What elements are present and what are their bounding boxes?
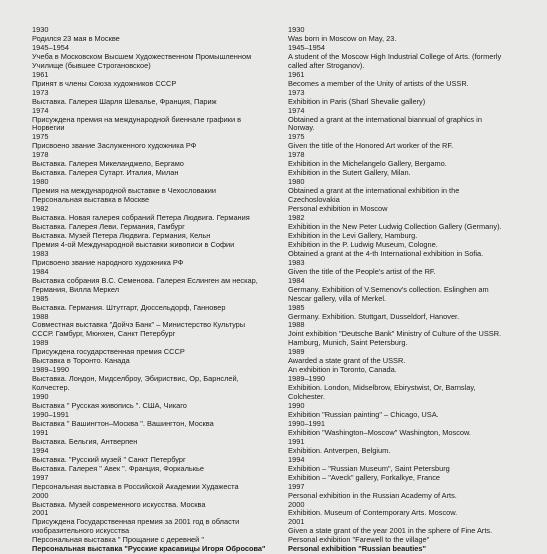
ru-line: Выставка. Бельгия, Антверпен <box>32 436 138 446</box>
ru-line: Премия на международной выставке в Чехословакии <box>32 186 217 196</box>
ru-year: 1994 <box>32 445 49 455</box>
en-entry <box>288 107 536 134</box>
en-entry <box>288 71 536 89</box>
en-line: Given the title of the Honored Art worker of the RF. <box>288 141 454 151</box>
en-line: Exhibition in Paris (Sharl Shevalie gallery) <box>288 96 426 106</box>
ru-line: Выставка " Русская живопись ". США, Чикаго <box>32 401 187 411</box>
ru-entry <box>32 268 282 295</box>
ru-entry <box>32 26 282 44</box>
en-entry <box>288 456 536 483</box>
en-entry <box>288 178 536 214</box>
en-entry <box>288 26 536 44</box>
en-entry <box>288 151 536 178</box>
ru-line: Присуждена государственная премия СССР <box>32 347 185 357</box>
en-year: 1930 <box>288 25 305 34</box>
en-final-line: Personal exhibition "Russian beauties" <box>288 544 427 554</box>
ru-entry <box>32 509 282 545</box>
en-line: Awarded a state grant of the USSR. <box>288 356 406 366</box>
en-entry <box>288 518 536 545</box>
en-line: Becomes a member of the Unity of artists of the USSR. <box>288 78 469 88</box>
en-line: An exhibition in Toronto, Canada. <box>288 365 397 375</box>
english-column <box>288 26 536 554</box>
ru-year: 1930 <box>32 25 49 34</box>
ru-line: Училище (бывшее Строгановское) <box>32 60 151 70</box>
ru-line: Выставка " Вашингтон–Москва ". Вашингтон, Москва <box>32 418 214 428</box>
ru-line: Премия 4-ой Международной выставки живописи в Софии <box>32 239 235 249</box>
en-year: 1991 <box>288 436 305 446</box>
ru-year: 1975 <box>32 132 49 142</box>
ru-entry <box>32 178 282 205</box>
en-line: Germany. Exhibition of V.Semenov's collection. Eslinghen am <box>288 284 489 294</box>
en-line: Germany. Exhibition. Stuttgart, Dusseldorf, Hanover. <box>288 311 460 321</box>
ru-year: 1990 <box>32 392 49 402</box>
ru-entry <box>32 429 282 447</box>
en-line: Czechoslovakia <box>288 195 340 205</box>
ru-entry <box>32 474 282 492</box>
en-year: 1990–1991 <box>288 418 325 428</box>
ru-line: Выставка. Галерея Микеланджело, Бергамо <box>32 159 184 169</box>
en-line: Obtained a grant at the international exhibition in the <box>288 186 460 196</box>
en-line: Joint exhibition "Deutsche Bank" Ministry of Culture of the USSR. <box>288 329 502 339</box>
ru-line: Колчестер. <box>32 383 70 393</box>
en-line: Exhibition in the P. Ludwig Museum, Cologne. <box>288 239 438 249</box>
ru-year: 2001 <box>32 508 49 518</box>
ru-entry <box>32 411 282 429</box>
ru-year: 1984 <box>32 266 49 276</box>
ru-year: 1985 <box>32 293 49 303</box>
ru-year: 1973 <box>32 87 49 97</box>
ru-entry <box>32 133 282 151</box>
ru-line: Совместная выставка "Дойчэ Банк" – Министерство Культуры <box>32 320 246 330</box>
en-year: 1945–1954 <box>288 42 325 52</box>
ru-year: 1961 <box>32 69 49 79</box>
ru-line: СССР. Гамбург, Мюнхен, Санкт Петербург <box>32 329 176 339</box>
en-year: 1978 <box>288 150 305 160</box>
ru-line: Выставка. Новая галерея собраний Петера Людвига. Германия <box>32 213 250 223</box>
en-line: Personal exhibition in the Russian Academy of Arts. <box>288 490 457 500</box>
ru-line: Выставка в Торонто. Канада <box>32 356 130 366</box>
ru-line: Присуждена Государственная премия за 2001 год в области <box>32 517 240 527</box>
en-year: 1983 <box>288 257 305 267</box>
en-year: 1990 <box>288 401 305 411</box>
en-entry <box>288 214 536 259</box>
en-year: 1980 <box>288 177 305 187</box>
ru-year: 1991 <box>32 427 49 437</box>
en-line: called after Stroganov). <box>288 60 365 70</box>
en-line: Hamburg, Munich, Saint Petersburg. <box>288 338 408 348</box>
ru-line: Персональная выставка " Прощание с деревней " <box>32 535 204 545</box>
ru-year: 1980 <box>32 177 49 187</box>
ru-year: 1978 <box>32 150 49 160</box>
en-line: Norway. <box>288 123 315 133</box>
en-line: Exhibition "Russian painting" – Chicago, USA. <box>288 409 439 419</box>
ru-line: Выставка. Галерея Леви. Германия, Гамбург <box>32 221 185 231</box>
ru-entry <box>32 447 282 474</box>
en-line: Nescar gallery, villa of Merkel. <box>288 293 387 303</box>
en-line: Was born in Moscow on May, 23. <box>288 33 397 43</box>
en-year: 1961 <box>288 69 305 79</box>
en-year: 1988 <box>288 320 305 330</box>
en-year: 1985 <box>288 302 305 312</box>
ru-line: Принят в члены Союза художников СССР <box>32 78 177 88</box>
en-line: Given the title of the People's artist of the RF. <box>288 266 436 276</box>
en-line: Exhibition. London, Midselbrow, Ebirystwist, Or, Barnslay, <box>288 383 476 393</box>
ru-line: Персональная выставка в Российской Академии Худажеста <box>32 481 239 491</box>
en-line: Exhibition in the Levi Gallery, Hamburg. <box>288 230 418 240</box>
ru-year: 1990–1991 <box>32 409 69 419</box>
ru-line: Выставка. Музей современного искусства. Москва <box>32 499 206 509</box>
en-entry <box>288 348 536 375</box>
en-entry <box>288 483 536 501</box>
ru-entry <box>32 295 282 313</box>
ru-year: 1974 <box>32 105 49 115</box>
ru-line: Учеба в Московском Высшем Художественном Промышленном <box>32 51 252 61</box>
en-line: Exhibition. Museum of Contemporary Arts. Moscow. <box>288 508 458 518</box>
en-year: 2001 <box>288 517 305 527</box>
ru-year: 1945–1954 <box>32 42 69 52</box>
ru-year: 1982 <box>32 204 49 214</box>
ru-entry <box>32 107 282 134</box>
ru-year: 1989–1990 <box>32 365 69 375</box>
ru-entry <box>32 151 282 178</box>
ru-entry <box>32 393 282 411</box>
ru-year: 1983 <box>32 248 49 258</box>
ru-line: Выставка. Галерея Сутарт. Италия, Милан <box>32 168 179 178</box>
en-entry <box>288 375 536 402</box>
en-line: Exhibition – "Russian Museum", Saint Petersburg <box>288 463 450 473</box>
en-entry <box>288 277 536 304</box>
en-line: Exhibition in the Michelangelo Gallery, Bergamo. <box>288 159 447 169</box>
en-year: 1984 <box>288 275 305 285</box>
ru-line: Выставка. Германия. Штутгарт, Дюссельдорф, Ганновер <box>32 302 226 312</box>
en-line: Obtained a grant at the international biannual of graphics in <box>288 114 482 124</box>
en-line: Given a state grant of the year 2001 in the sphere of Fine Arts. <box>288 526 493 536</box>
en-line: Colchester. <box>288 392 325 402</box>
ru-entry <box>32 89 282 107</box>
ru-line: Присвоено звание народного художника РФ <box>32 257 184 267</box>
ru-entry <box>32 339 282 366</box>
ru-line: Выставка. Галерея Шарля Шевалье, Франция, Париж <box>32 96 217 106</box>
en-line: Exhibition in the Sutert Gallery, Milan. <box>288 168 411 178</box>
en-year: 1975 <box>288 132 305 142</box>
ru-year: 2000 <box>32 490 49 500</box>
ru-year: 1997 <box>32 472 49 482</box>
en-year: 1989 <box>288 347 305 357</box>
en-entry <box>288 89 536 107</box>
en-year: 1989–1990 <box>288 374 325 384</box>
en-line: Exhibition. Antverpen, Belgium. <box>288 445 391 455</box>
ru-line: Родился 23 мая в Москве <box>32 33 120 43</box>
ru-line: изобразительного искусства <box>32 526 130 536</box>
en-year: 1973 <box>288 87 305 97</box>
en-entry <box>288 501 536 519</box>
ru-line: Выставка. Лондон, Мидселброу, Эбириствис, Ор, Барнслей, <box>32 374 239 384</box>
en-year: 1982 <box>288 213 305 223</box>
en-line: Personal exhibition "Farewell to the village" <box>288 535 430 545</box>
ru-year: 1988 <box>32 311 49 321</box>
en-year: 1994 <box>288 454 305 464</box>
en-line: Exhibition "Washington–Moscow" Washington, Moscow. <box>288 427 471 437</box>
ru-entry <box>32 366 282 393</box>
en-year: 2000 <box>288 499 305 509</box>
ru-line: Персональная выставка в Москве <box>32 195 150 205</box>
en-entry <box>288 133 536 151</box>
en-line: Personal exhibition in Moscow <box>288 204 388 214</box>
en-entry <box>288 420 536 438</box>
en-line: Exhibition – "Aveck" gallery, Forkalkye, France <box>288 472 441 482</box>
ru-final-line: Персональная выставка "Русские красавицы Игоря Обросова" <box>32 544 266 554</box>
ru-entry <box>32 205 282 250</box>
ru-entry <box>32 71 282 89</box>
ru-line: Присвоено звание Заслуженного художника РФ <box>32 141 197 151</box>
ru-entry <box>32 492 282 510</box>
ru-line: Германия, Вилла Меркел <box>32 284 120 294</box>
en-entry <box>288 402 536 420</box>
ru-line: Выставка. Галерея " Авек ". Франция, Форкалькье <box>32 463 204 473</box>
en-line: Obtained a grant at the 4-th International exhibition in Sofia. <box>288 248 484 258</box>
en-entry <box>288 44 536 71</box>
ru-line: Выставка. "Русский музей " Санкт Петербург <box>32 454 186 464</box>
ru-line: Выставка. Музей Петера Людвига. Германия, Кельн <box>32 230 211 240</box>
en-line: A student of the Moscow High Industrial College of Arts. (formerly <box>288 51 502 61</box>
en-line: Exhibition in the New Peter Ludwig Collection Gallery (Germany). <box>288 221 502 231</box>
russian-column <box>32 26 282 554</box>
ru-line: Присуждена премия на международной биеннале графики в <box>32 114 242 124</box>
en-entry <box>288 438 536 456</box>
en-entry <box>288 259 536 277</box>
ru-entry <box>32 44 282 71</box>
ru-entry <box>32 250 282 268</box>
en-entry <box>288 304 536 322</box>
ru-entry <box>32 313 282 340</box>
en-entry <box>288 321 536 348</box>
en-year: 1997 <box>288 481 305 491</box>
ru-year: 1989 <box>32 338 49 348</box>
en-year: 1974 <box>288 105 305 115</box>
ru-line: Норвегии <box>32 123 65 133</box>
ru-line: Выставка собрания В.С. Семенова. Галерея Еслинген ам нескар, <box>32 275 258 285</box>
